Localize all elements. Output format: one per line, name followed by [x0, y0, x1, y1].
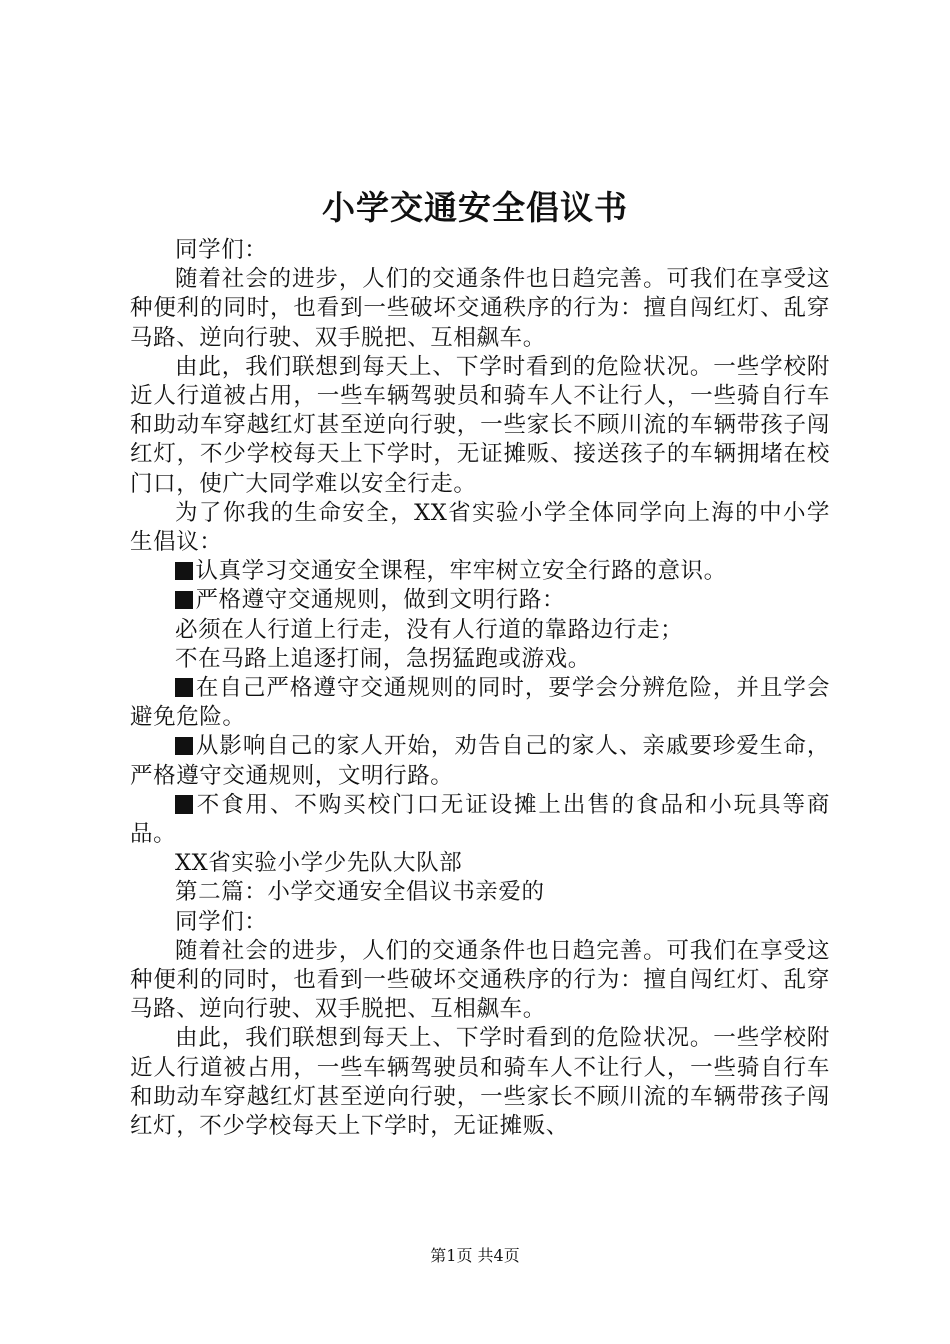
list-item-text: 认真学习交通安全课程，牢牢树立安全行路的意识。 — [195, 558, 727, 585]
salutation: 同学们： — [175, 908, 268, 935]
paragraph-intro: 随着社会的进步，人们的交通条件也日趋完善。可我们在享受这种便利的同时，也看到一些破坏交通秩序的行为：擅自闯红灯、乱穿马路、逆向行驶、双手脱把、互相飙车。 — [130, 937, 830, 1023]
list-item-text: 在自己严格遵守交通规则的同时，要学会分辨危险，并且学会避免危险。 — [130, 675, 830, 731]
paragraph-dangers: 由此，我们联想到每天上、下学时看到的危险状况。一些学校附近人行道被占用，一些车辆驾驶员和骑车人不让行人，一些骑自行车和助动车穿越红灯甚至逆向行驶，一些家长不顾川流的车辆带孩子闯红灯，不少学校每天上下学时，无证摊贩、接送孩子的车辆拥堵在校门口，使广大同学难以安全行走。 — [130, 353, 830, 497]
page-number: 第1页 共4页 — [430, 1246, 520, 1265]
document-body — [130, 236, 830, 1141]
list-item — [130, 791, 830, 849]
signature: XX省实验小学少先队大队部 — [175, 850, 463, 877]
salutation: 同学们： — [175, 237, 268, 263]
list-item — [130, 674, 830, 732]
list-item — [130, 557, 830, 586]
black-square-icon — [175, 795, 193, 813]
list-item-text: 不食用、不购买校门口无证设摊上出售的食品和小玩具等商品。 — [130, 791, 830, 848]
black-square-icon — [175, 591, 193, 609]
list-item — [130, 732, 830, 790]
sub-item: 必须在人行道上行走，没有人行道的靠路边行走； — [175, 616, 684, 643]
black-square-icon — [175, 562, 193, 580]
black-square-icon — [175, 737, 193, 755]
list-item-text: 从影响自己的家人开始，劝告自己的家人、亲戚要珍爱生命，严格遵守交通规则，文明行路。 — [130, 733, 830, 789]
paragraph-dangers: 由此，我们联想到每天上、下学时看到的危险状况。一些学校附近人行道被占用，一些车辆驾驶员和骑车人不让行人，一些骑自行车和助动车穿越红灯甚至逆向行驶，一些家长不顾川流的车辆带孩子闯红灯，不少学校每天上下学时，无证摊贩、 — [130, 1025, 830, 1140]
paragraph-intro: 随着社会的进步，人们的交通条件也日趋完善。可我们在享受这种便利的同时，也看到一些破坏交通秩序的行为：擅自闯红灯、乱穿马路、逆向行驶、双手脱把、互相飙车。 — [130, 266, 830, 351]
section-heading: 第二篇：小学交通安全倡议书亲爱的 — [175, 879, 545, 906]
paragraph-proposal: 为了你我的生命安全，XX省实验小学全体同学向上海的中小学生倡议： — [130, 499, 830, 556]
black-square-icon — [175, 678, 193, 696]
sub-item: 不在马路上追逐打闹，急拐猛跑或游戏。 — [175, 645, 591, 672]
document-title: 小学交通安全倡议书 — [322, 188, 628, 227]
list-item-text: 严格遵守交通规则，做到文明行路： — [195, 587, 566, 614]
list-item — [130, 586, 830, 615]
